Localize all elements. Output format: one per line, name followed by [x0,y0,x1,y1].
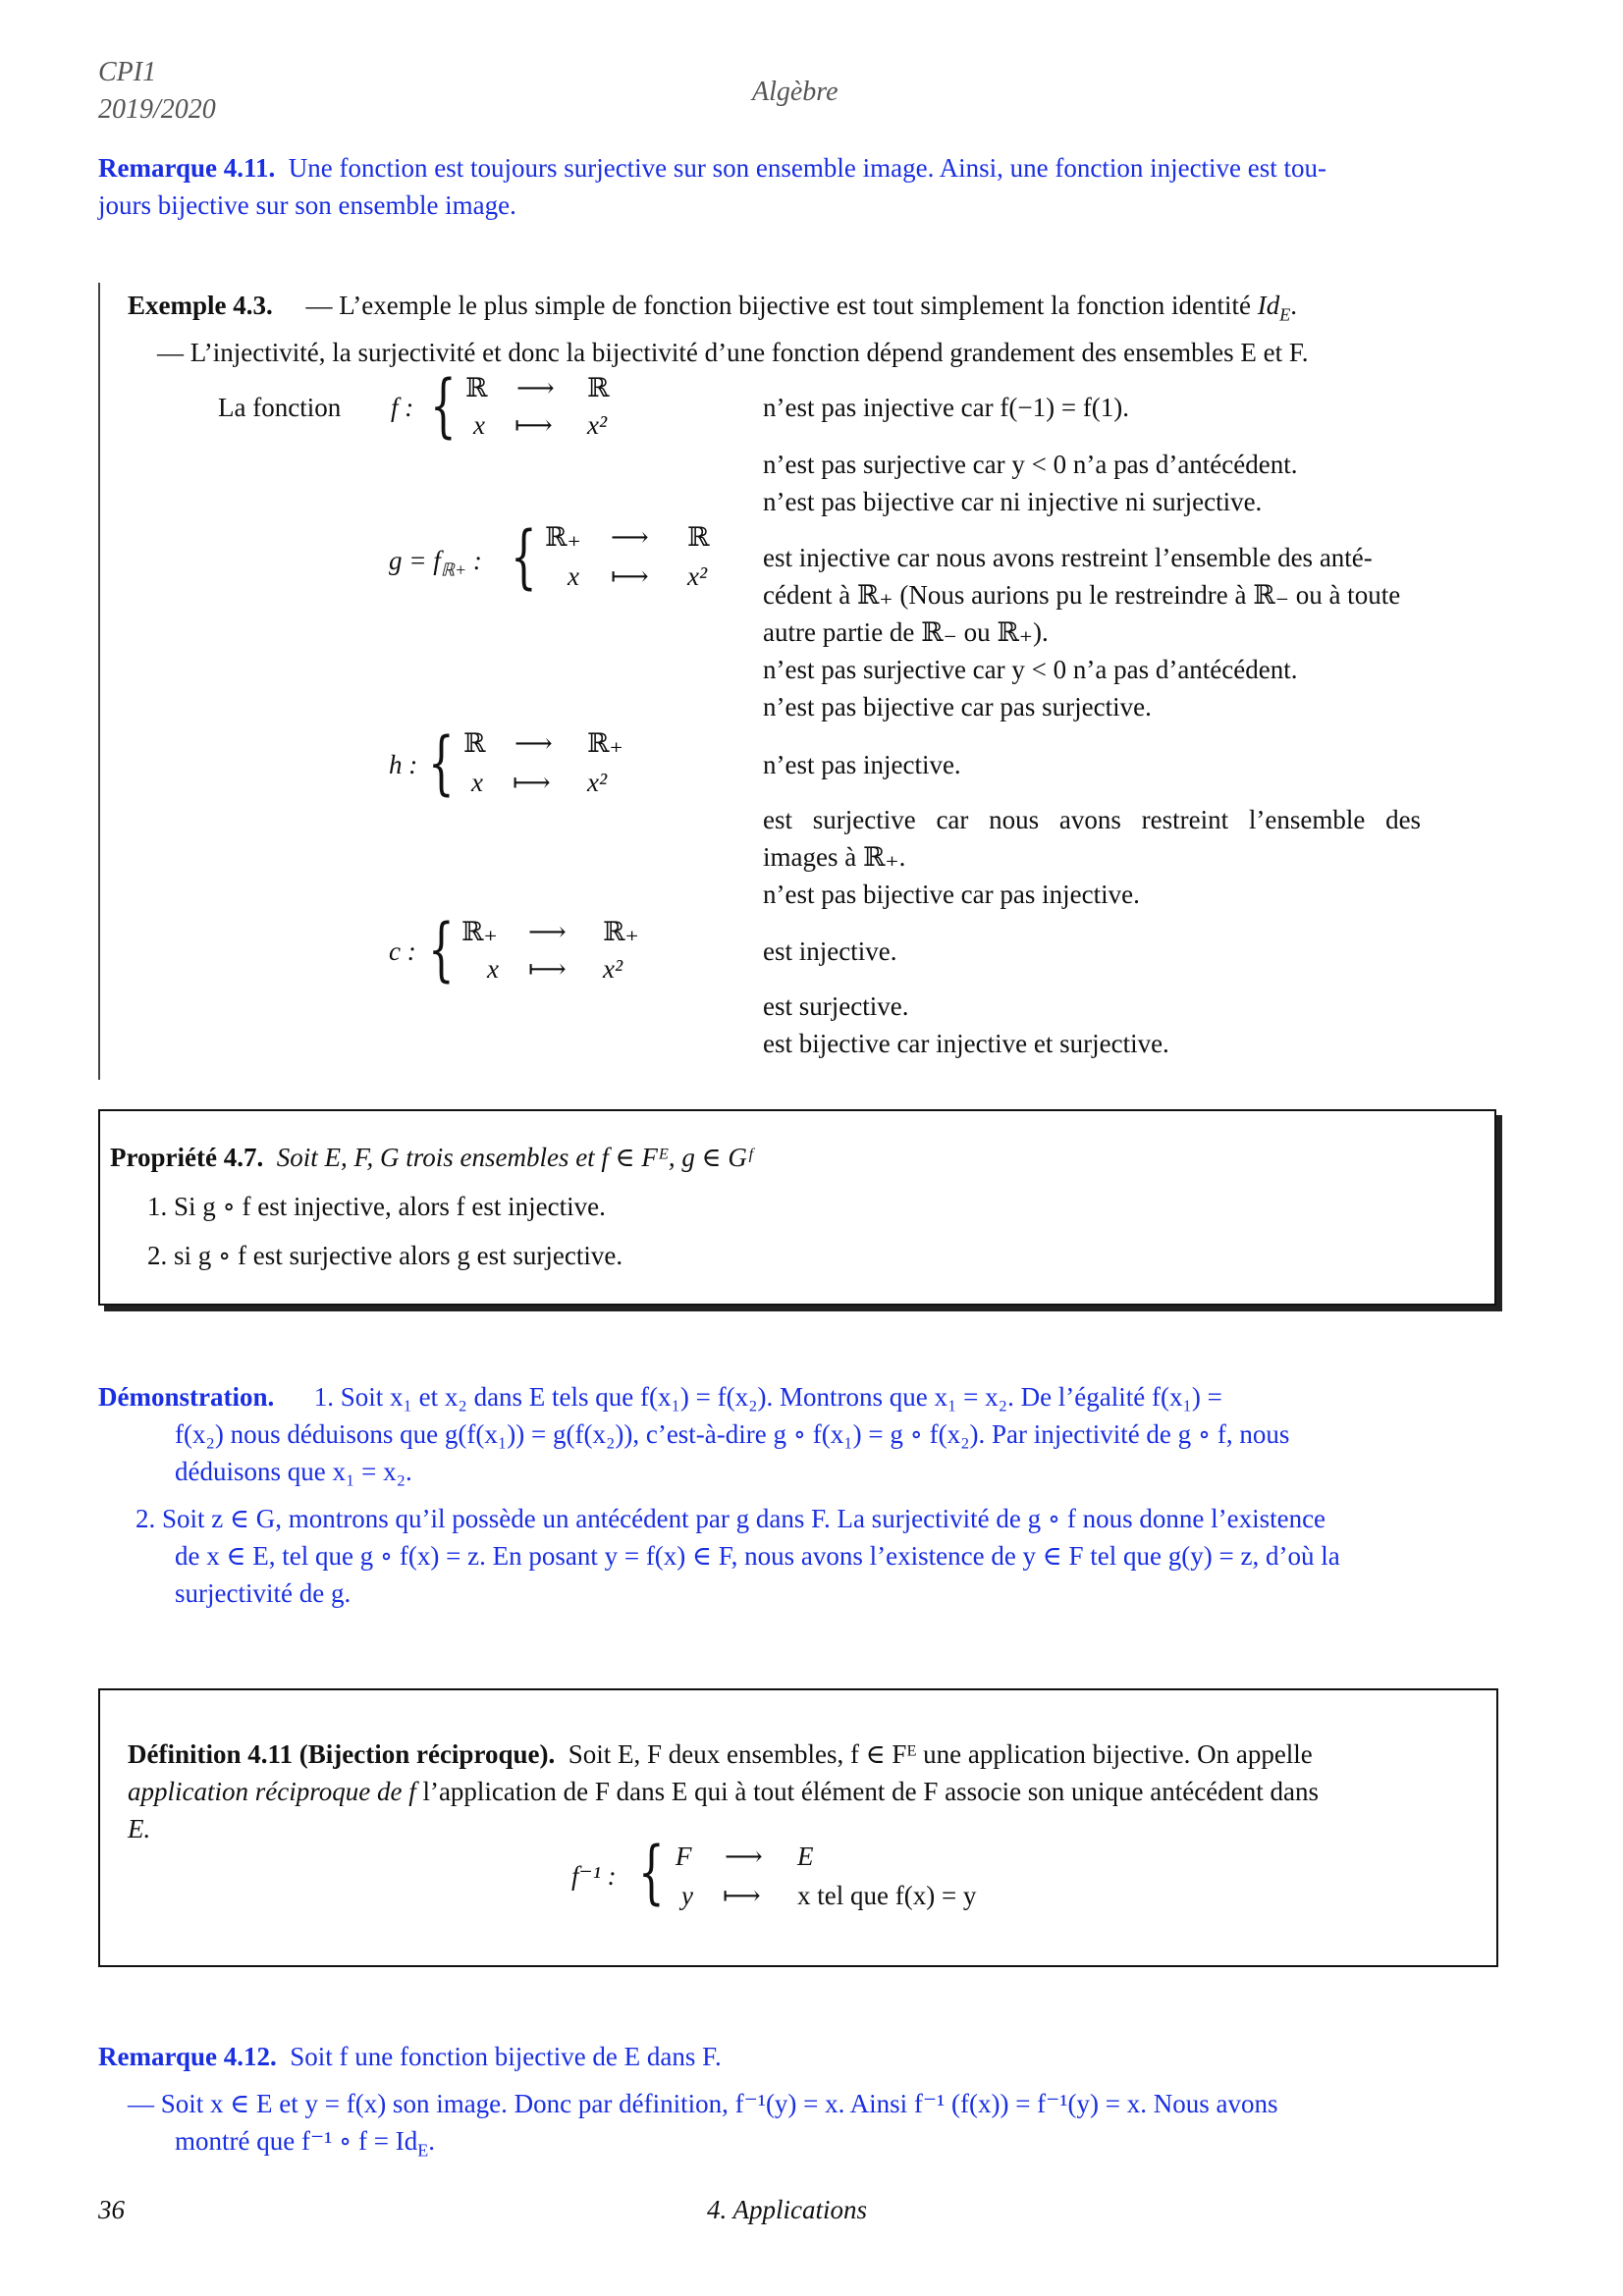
g-note-1: est injective car nous avons restreint l’ensemble des anté- [763,543,1373,572]
g-arrow: ⟶ [611,522,649,552]
demo-line-5: de x ∈ E, tel que g ∘ f(x) = z. En posant y = f(x) ∈ F, nous avons l’existence de y ∈ F tel que g(y) = z, d’où la [175,1541,1340,1571]
h-brace: { [428,722,455,803]
c-arrow: ⟶ [528,917,567,946]
demo-label: Démonstration. [98,1382,275,1412]
remark-text-line1: Une fonction est toujours surjective sur son ensemble image. Ainsi, une fonction injective est tou- [288,153,1327,183]
h-note-2: est surjective car nous avons restreint l’ensemble des [763,805,1422,834]
property-4-7-statement [110,1143,752,1173]
f-maps-to: ⟼ [514,410,553,440]
c-note-3: est bijective car injective et surjective. [763,1029,1169,1058]
f-brace: { [430,365,457,446]
id-subscript: E [1279,304,1291,325]
definition-term: application réciproque de f [128,1777,416,1806]
f-note-1: n’est pas injective car f(−1) = f(1). [763,393,1130,422]
property-text: Soit E, F, G trois ensembles et f ∈ Fᴱ, g ∈ Gᶠ [276,1143,752,1172]
remark-label: Remarque 4.11. [98,153,276,183]
c-brace: { [428,909,455,989]
example-side-bar [98,283,100,1080]
f-note-2: n’est pas surjective car y < 0 n’a pas d’antécédent. [763,450,1298,479]
inverse-codomain: E [797,1842,814,1871]
g-note-5: n’est pas bijective car pas surjective. [763,692,1152,721]
g-image: x² [687,561,708,591]
c-note-1: est injective. [763,936,897,966]
demo-text-1: 1. Soit x₁ et x₂ dans E tels que f(x₁) = f(x₂). Montrons que x₁ = x₂. De l’égalité f(x₁) = [313,1382,1222,1412]
f-arrow: ⟶ [516,373,555,402]
la-fonction-label: La fonction [218,393,342,422]
inverse-variable: y [681,1881,693,1910]
demo-line-3: déduisons que x₁ = x₂. [175,1457,412,1486]
header-subject: Algèbre [752,77,839,107]
property-item-2: 2. si g ∘ f est surjective alors g est surjective. [147,1241,623,1270]
h-note-1: n’est pas injective. [763,750,961,779]
remark-4-12-text: Soit f une fonction bijective de E dans F. [290,2042,722,2071]
h-arrow: ⟶ [514,728,553,758]
remark-4-12-line [98,2042,722,2072]
h-maps-to: ⟼ [513,768,551,797]
c-variable: x [487,954,499,984]
inverse-brace: { [638,1832,665,1912]
remark-4-12-item-2: montré que f⁻¹ ∘ $f = Id_E$. [175,2126,435,2161]
demo-line-4: 2. Soit z ∈ G, montrons qu’il possède un antécédent par g dans F. La surjectivité de g ∘ f nous donne l’existence [135,1504,1326,1533]
header-course: CPI1 [98,57,157,87]
property-item-1: 1. Si g ∘ f est injective, alors f est injective. [147,1192,606,1221]
inverse-name: f⁻¹ : [571,1861,617,1891]
c-name: c : [389,936,416,966]
page-number: 36 [98,2195,125,2224]
example-label: Exemple 4.3. [128,291,273,320]
f-note-3: n’est pas bijective car ni injective ni surjective. [763,487,1263,516]
h-note-3: images à ℝ₊. [763,842,906,872]
example-item2: — L’injectivité, la surjectivité et donc la bijectivité d’une fonction dépend grandement des ensembles E et F. [157,338,1309,367]
chapter-title: 4. Applications [707,2195,868,2224]
definition-text-1: Soit E, F deux ensembles, f ∈ Fᴱ une application bijective. On appelle [568,1739,1313,1769]
g-name: $g = f_{ℝ+}$ : [389,546,482,580]
c-maps-to: ⟼ [528,954,567,984]
definition-4-11-box [98,1688,1498,1967]
c-image: x² [603,954,623,984]
g-variable: x [568,561,579,591]
header-year: 2019/2020 [98,94,216,125]
g-domain: ℝ₊ [545,522,581,552]
definition-text-2: l’application de F dans E qui à tout élément de F associe son unique antécédent dans [415,1777,1319,1806]
g-codomain: ℝ [687,522,710,552]
definition-line-3: E. [128,1814,151,1843]
definition-label: Définition 4.11 (Bijection réciproque). [128,1739,556,1769]
h-codomain: ℝ₊ [587,728,623,758]
g-brace: { [511,516,537,597]
h-name: h : [389,750,418,779]
id-symbol: Id [1257,291,1280,320]
demo-line-1 [98,1382,1222,1413]
f-name: f : [391,393,414,422]
c-codomain: ℝ₊ [603,917,639,946]
property-label: Propriété 4.7. [110,1143,264,1172]
f-image: x² [587,410,608,440]
example-4-3-line1: Exemple 4.3. — L’exemple le plus simple de fonction bijective est tout simplement la fonction identité $Id_E$. [128,291,1298,325]
h-domain: ℝ [463,728,486,758]
f-domain: ℝ [465,373,488,402]
h-image: x² [587,768,608,797]
remark-4-12-item-1: — Soit x ∈ E et y = f(x) son image. Donc par définition, f⁻¹(y) = x. Ainsi f⁻¹ (f(x)) = f⁻¹(y) = x. Nous avons [128,2089,1278,2118]
c-domain: ℝ₊ [461,917,498,946]
example-item1: — L’exemple le plus simple de fonction bijective est tout simplement la fonction identité [305,291,1258,320]
c-note-2: est surjective. [763,991,909,1021]
definition-line-1 [128,1739,1313,1770]
inverse-image: x tel que f(x) = y [797,1881,977,1910]
demo-line-6: surjectivité de g. [175,1578,352,1608]
inverse-maps-to: ⟼ [723,1881,761,1910]
inverse-arrow: ⟶ [725,1842,763,1871]
inverse-domain: F [676,1842,692,1871]
demo-line-2: f(x₂) nous déduisons que g(f(x₁)) = g(f(x₂)), c’est-à-dire g ∘ f(x₁) = g ∘ f(x₂). Par injectivité de g ∘ f, nous [175,1419,1290,1449]
remark-4-11 [98,149,1502,224]
g-maps-to: ⟼ [611,561,649,591]
h-variable: x [471,768,483,797]
definition-line-2 [128,1777,1319,1807]
g-note-3: autre partie de ℝ₋ ou ℝ₊). [763,617,1049,647]
g-note-2: cédent à ℝ₊ (Nous aurions pu le restreindre à ℝ₋ ou à toute [763,580,1401,610]
f-codomain: ℝ [587,373,610,402]
g-note-4: n’est pas surjective car y < 0 n’a pas d’antécédent. [763,655,1298,684]
h-note-4: n’est pas bijective car pas injective. [763,880,1140,909]
remark-text-line2: jours bijective sur son ensemble image. [98,190,516,220]
remark-4-12-label: Remarque 4.12. [98,2042,277,2071]
f-variable: x [473,410,485,440]
